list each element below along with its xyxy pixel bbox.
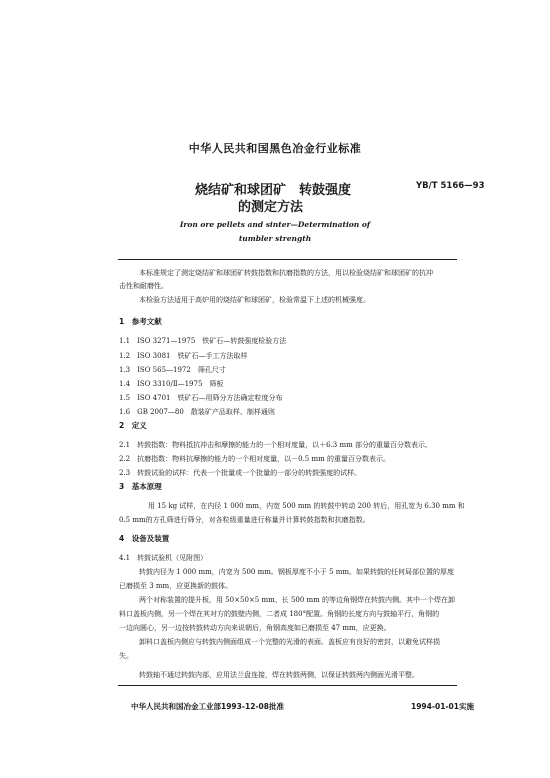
reference-item: 1.2 ISO 3081 铁矿石—手工方法取样 <box>119 352 248 360</box>
equipment-text-line: 转鼓内径为 1 000 mm，内宽为 500 mm。钢板厚度不小于 5 mm。如果转鼓的任何局部位置的厚度 <box>139 568 455 576</box>
standard-code: YB/T 5166—93 <box>416 181 485 191</box>
definition-item: 2.2 抗磨指数：物料抗摩擦的能力的一个相对度量，以－0.5 mm 的重量百分数表示。 <box>119 455 390 463</box>
intro-paragraph2: 本检验方法适用于高炉用的烧结矿和球团矿，检验常温下上述的机械强度。 <box>139 296 370 304</box>
footer-divider <box>118 685 457 686</box>
equipment-text-line: 卸料口盖板内侧应与转鼓内侧面组成一个完整的光滑的表面。盖板应有良好的密封，以避免试样损 <box>139 638 440 646</box>
principle-line2: 0.5 mm的方孔筛进行筛分，对各粒级重量进行称量并计算转鼓指数和抗磨指数。 <box>119 516 370 524</box>
subsection-4-1-heading: 4.1 转鼓试验机（见附图） <box>119 554 208 562</box>
intro-paragraph1-line2: 击性和耐磨性。 <box>119 282 168 290</box>
equipment-text-line: 两个对称装置的提升板，用 50×50×5 mm、长 500 mm 的等边角钢焊在转鼓内侧。其中一个焊在卸 <box>139 596 456 604</box>
english-title-line2: tumbler strength <box>238 234 312 243</box>
equipment-text-line: 转鼓轴不通过转鼓内部，应用法兰盘连接，焊在转鼓两侧，以保证转鼓两内侧面光滑平整。 <box>139 671 419 679</box>
intro-paragraph1-line1: 本标准规定了测定烧结矿和球团矿转鼓指数和抗磨指数的方法，用以检验烧结矿和球团矿的抗冲 <box>139 269 433 277</box>
equipment-text-line: 失。 <box>119 652 133 660</box>
english-title-line1: Iron ore pellets and sinter—Determination of <box>179 220 371 229</box>
equipment-text-line: 一边向圆心，另一边按转鼓转动方向来说朝后，角钢高度如已磨损至 47 mm，应更换。 <box>119 624 391 632</box>
approval-date: 中华人民共和国冶金工业部1993-12-08批准 <box>131 702 284 711</box>
title-divider <box>118 259 457 260</box>
implementation-date: 1994-01-01实施 <box>411 702 474 711</box>
equipment-text-line: 料口盖板内侧，另一个焊在其对方的鼓壁内侧，二者成 180°配置。角钢的长度方向与鼓轴平行，角钢的 <box>119 610 440 618</box>
reference-item: 1.3 ISO 565—1972 筛孔尺寸 <box>119 366 226 374</box>
standard-type-header: 中华人民共和国黑色冶金行业标准 <box>188 142 362 155</box>
definition-item: 2.1 转鼓指数：物料抵抗冲击和摩擦的能力的一个相对度量，以＋6.3 mm 部分的重量百分数表示。 <box>119 441 432 449</box>
section2-heading: 2 定义 <box>119 421 147 430</box>
section3-heading: 3 基本原理 <box>119 482 162 491</box>
reference-item: 1.4 ISO 3310/Ⅱ—1975 筛板 <box>119 380 224 388</box>
section4-heading: 4 设备及装置 <box>119 534 170 543</box>
reference-item: 1.1 ISO 3271—1975 铁矿石—转鼓强度检验方法 <box>119 337 287 345</box>
principle-line1: 用 15 kg 试样，在内径 1 000 mm，内宽 500 mm 的转鼓中转动 200 转后，用孔宽为 6.30 mm 和 <box>148 502 465 510</box>
equipment-text-line: 已磨损至 3 mm，应更换新的鼓体。 <box>119 582 233 590</box>
section1-heading: 1 参考文献 <box>119 317 162 326</box>
document-title-line1: 烧结矿和球团矿 转鼓强度 <box>195 183 352 198</box>
document-title-line2: 的测定方法 <box>238 200 304 215</box>
reference-item: 1.6 GB 2007—80 散装矿产品取样、制样通则 <box>119 408 275 416</box>
definition-item: 2.3 转鼓试验的试样：代表一个批量或一个批量的一部分的转鼓强度的试样。 <box>119 469 362 477</box>
reference-item: 1.5 ISO 4701 铁矿石—用筛分方法确定粒度分布 <box>119 394 283 402</box>
